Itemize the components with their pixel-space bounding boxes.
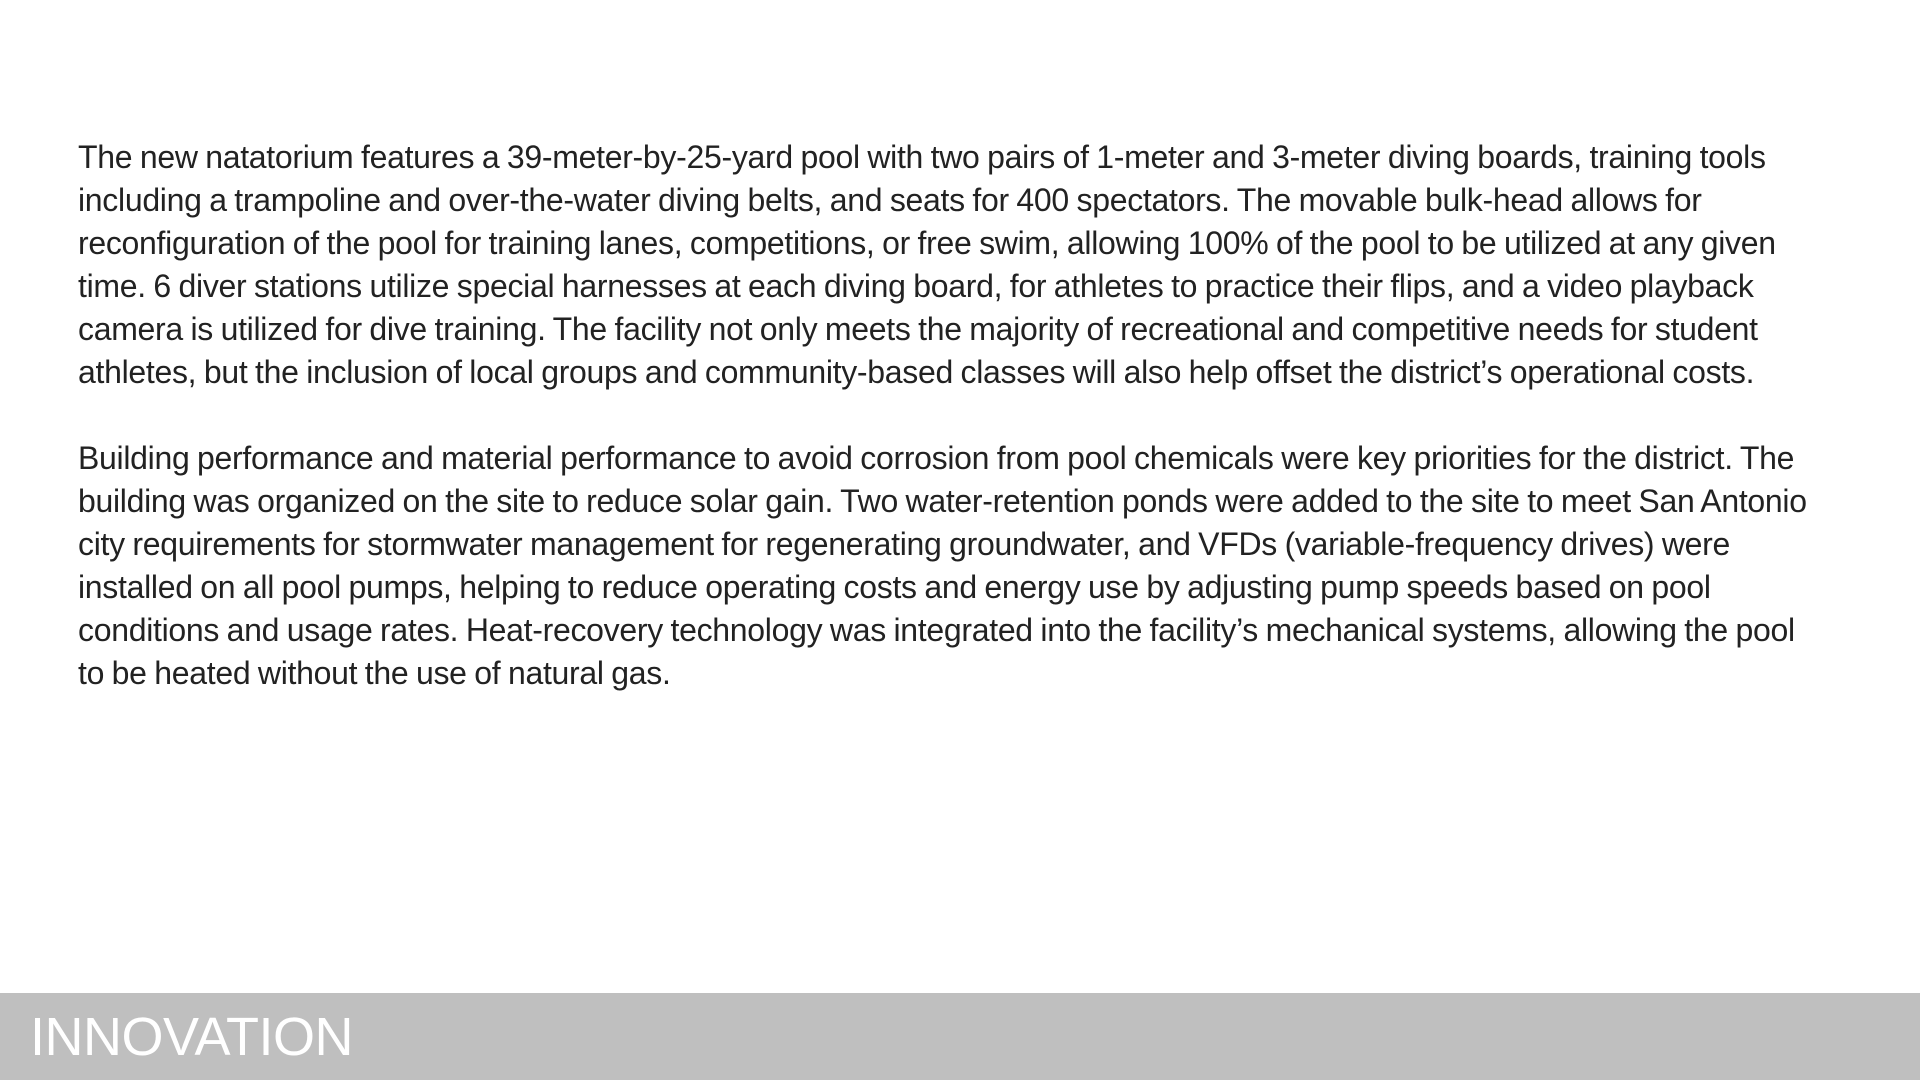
paragraph-building-performance: Building performance and material performance to avoid corrosion from pool chemicals were key priorities for the district. The building was organized on the site to reduce solar gain. Two water-retention ponds were added to the site to meet San Antonio city requirements for stormwater management for regenerating groundwater, and VFDs (variable-frequency drives) were installed on all pool pumps, helping to reduce operating costs and energy use by adjusting pump speeds based on pool conditions and usage rates. Heat-recovery technology was integrated into the facility’s mechanical systems, allowing the pool to be heated without the use of natural gas.	[78, 440, 1807, 691]
body-text	[78, 136, 1818, 738]
footer-bar	[0, 993, 1920, 1080]
paragraph-natatorium-features: The new natatorium features a 39-meter-by-25-yard pool with two pairs of 1-meter and 3-meter diving boards, training tools including a trampoline and over-the-water diving belts, and seats for 400 spectators. The movable bulk-head allows for reconfiguration of the pool for training lanes, competitions, or free swim, allowing 100% of the pool to be utilized at any given time. 6 diver stations utilize special harnesses at each diving board, for athletes to practice their flips, and a video playback camera is utilized for dive training. The facility not only meets the majority of recreational and competitive needs for student athletes, but the inclusion of local groups and community-based classes will also help offset the district’s operational costs.	[78, 139, 1776, 390]
section-title: INNOVATION	[30, 1007, 354, 1067]
